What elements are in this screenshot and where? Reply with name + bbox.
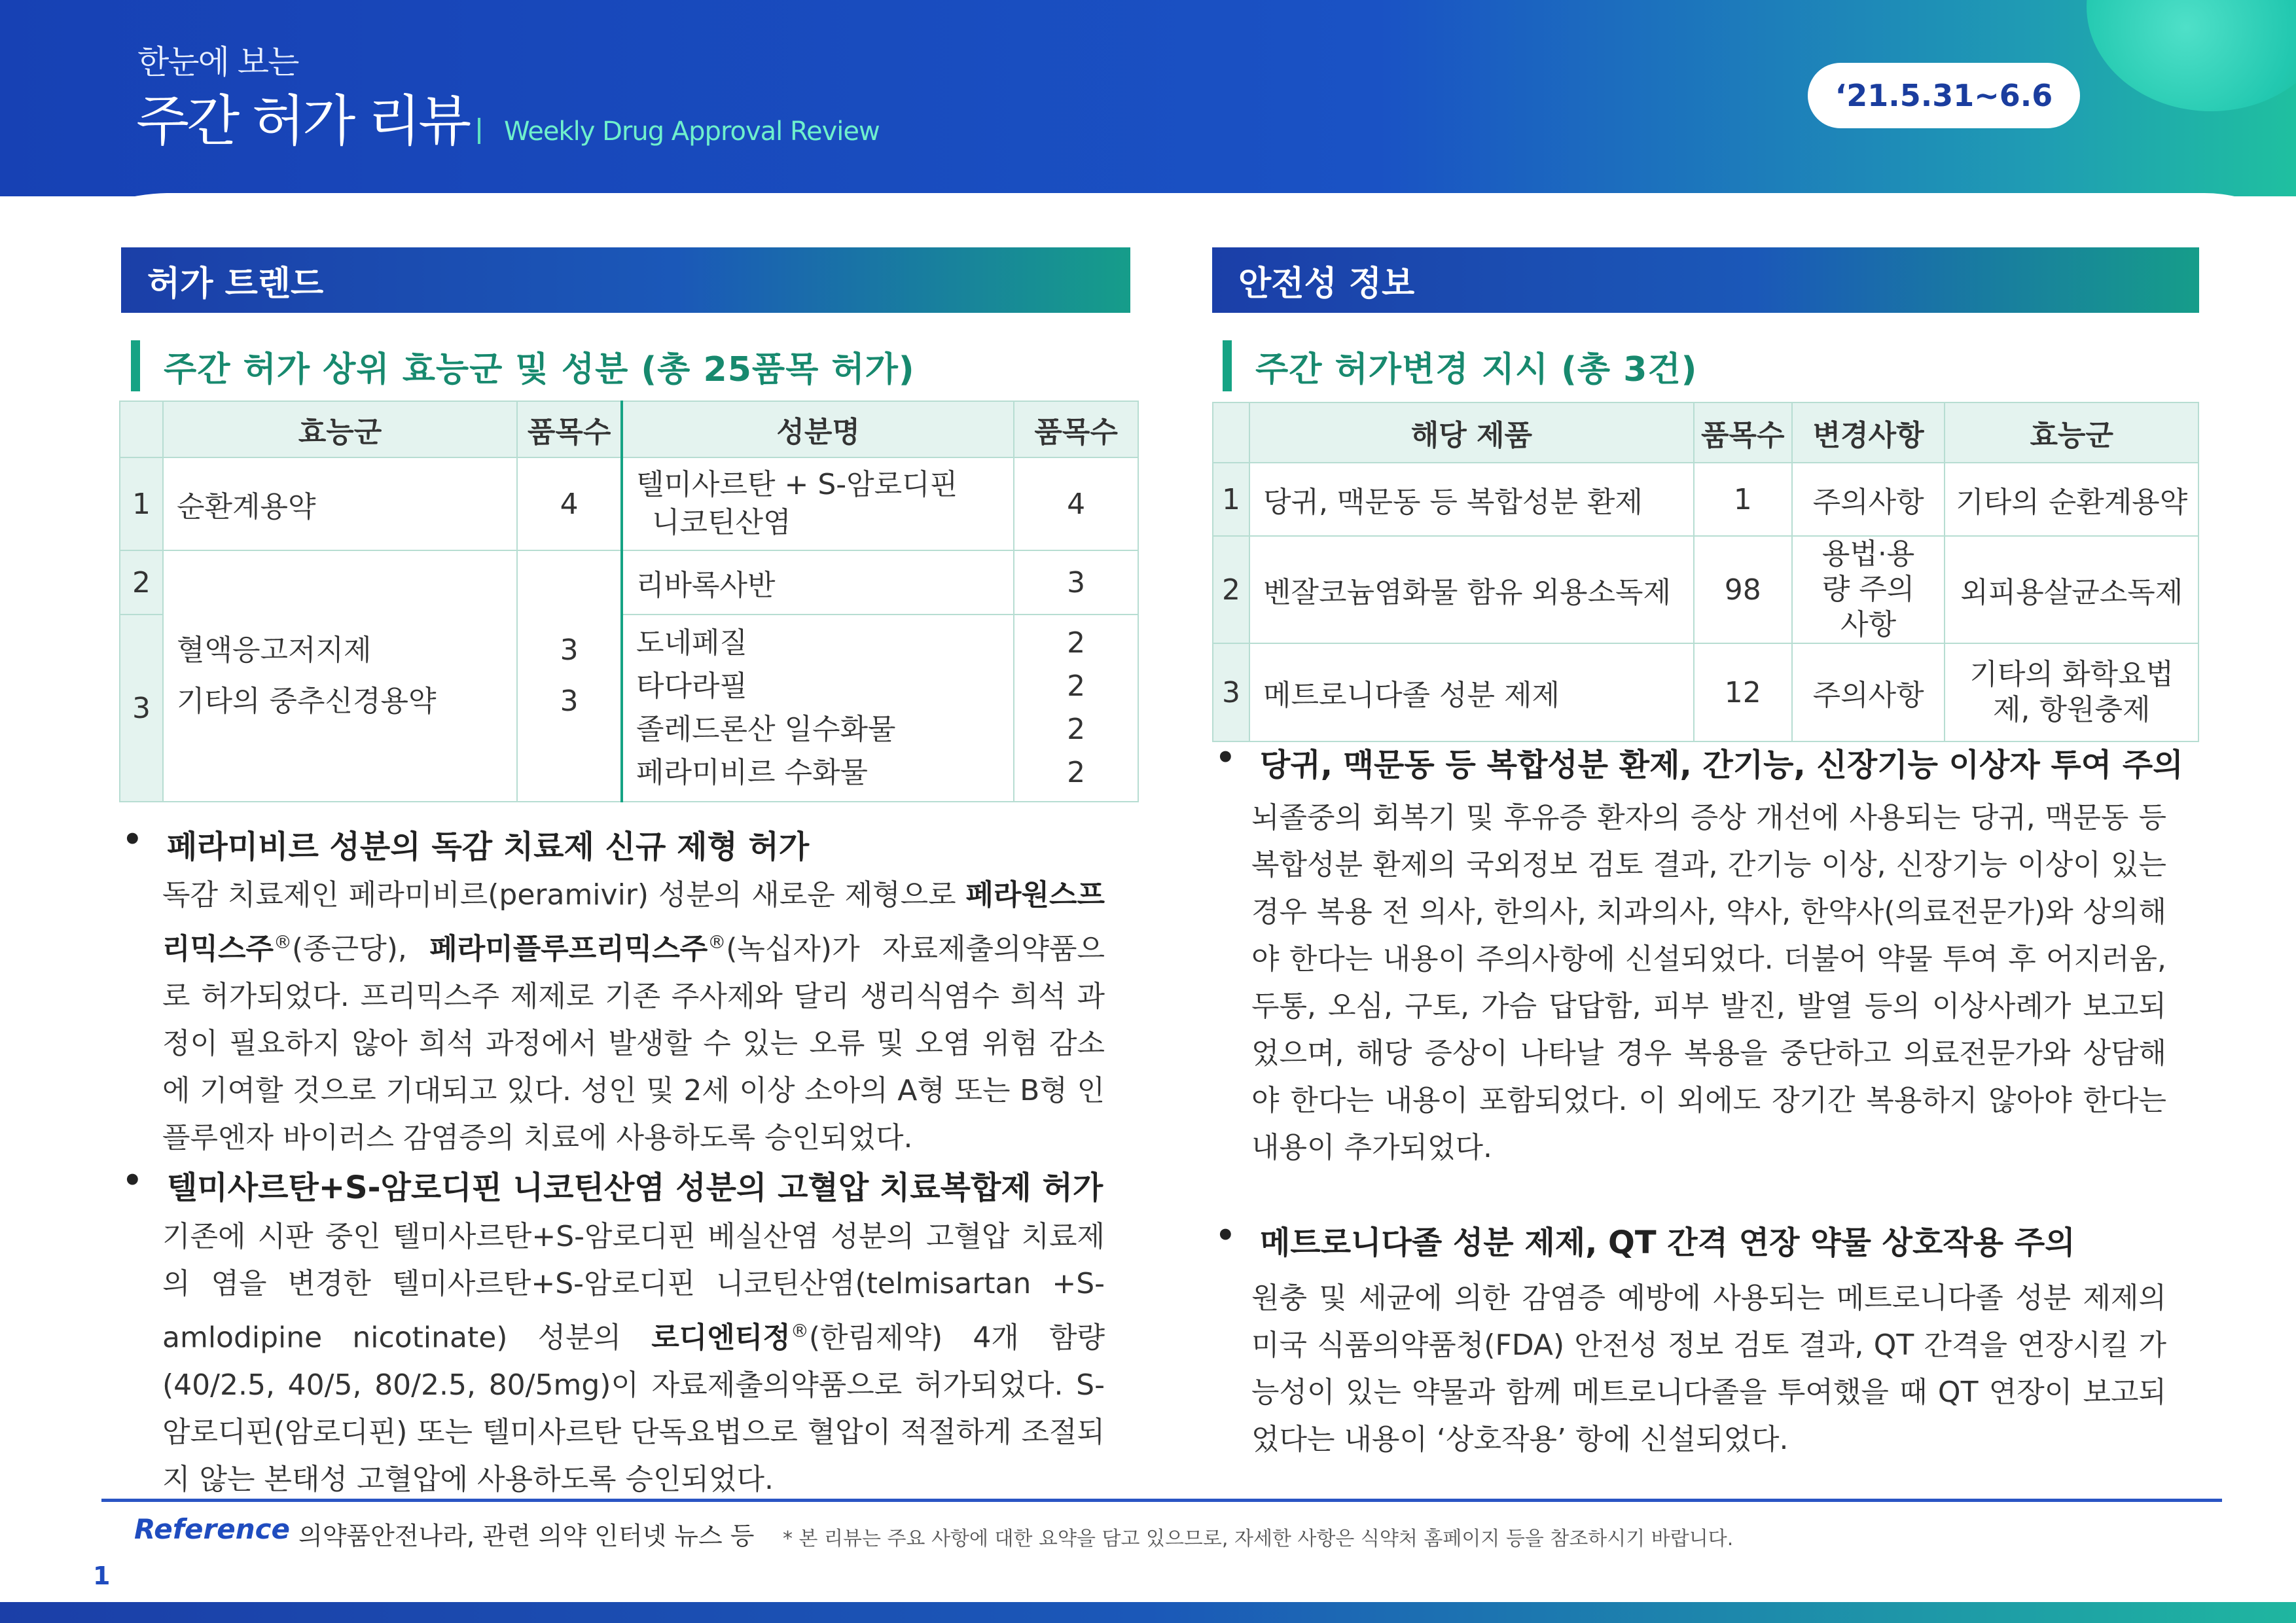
table-row bbox=[1213, 643, 2198, 741]
date-badge: ‘21.5.31~6.6 bbox=[1808, 63, 2080, 128]
count-line: 3 bbox=[560, 685, 579, 718]
group-line: 혈액응고저지제 bbox=[176, 633, 372, 667]
count-cell-merged bbox=[517, 550, 622, 802]
text-run: (한림제약) 4개 함량(40/2.5, 40/5, 80/2.5, 80/5mg)이 자료제출의약품으로 허가되었다. S-암로디핀(암로디핀) 또는 텔미사르탄 단독요법으로 혈압이 적절하게 조절되지 않는 본태성 고혈압에 사용하도록 승인되었다. bbox=[162, 1321, 1105, 1496]
text-run: 독감 치료제인 페라미비르(peramivir) 성분의 새로운 제형으로 bbox=[162, 878, 966, 912]
group-cell: 기타의 순환계용약 bbox=[1945, 463, 2198, 536]
ingredient-cell bbox=[622, 615, 1014, 802]
header-title: 주간 허가 리뷰 bbox=[136, 89, 469, 153]
table-row bbox=[120, 457, 1138, 550]
table-corner bbox=[1213, 402, 1249, 463]
change-cell: 용법·용량 주의사항 bbox=[1792, 536, 1945, 643]
reference-label: Reference bbox=[134, 1513, 290, 1545]
count-cell: 4 bbox=[1014, 457, 1138, 550]
count-line: 2 bbox=[1067, 713, 1086, 746]
count-cell: 12 bbox=[1694, 643, 1792, 741]
text-run: 기존에 시판 중인 텔미사르탄+S-암로디핀 베실산염 성분의 고혈압 치료제의 염을 변경한 텔미사르탄+S-암로디핀 니코틴산염(telmisartan +S-amlodipine nicotinate) 성분의 bbox=[162, 1220, 1105, 1355]
count-line: 2 bbox=[1067, 756, 1086, 789]
registered-mark: ® bbox=[708, 931, 726, 953]
product-cell: 당귀, 맥문동 등 복합성분 환제 bbox=[1249, 463, 1694, 536]
bullet-title: • 페라미비르 성분의 독감 치료제 신규 제형 허가 bbox=[167, 821, 809, 866]
col-header: 효능군 bbox=[163, 401, 517, 457]
row-number: 1 bbox=[120, 457, 163, 550]
product-cell: 메트로니다졸 성분 제제 bbox=[1249, 643, 1694, 741]
ingredient-line: 졸레드론산 일수화물 bbox=[636, 713, 896, 746]
ingredient-cell bbox=[622, 457, 1014, 550]
col-header: 성분명 bbox=[622, 401, 1014, 457]
row-number: 3 bbox=[1213, 643, 1249, 741]
approval-table bbox=[119, 401, 1139, 802]
reference-text: 의약품안전나라, 관련 의약 인터넷 뉴스 등 bbox=[298, 1522, 755, 1550]
count-cell: 4 bbox=[517, 457, 622, 550]
ingredient-line: 도네페질 bbox=[636, 626, 748, 660]
bullet-title: • 텔미사르탄+S-암로디핀 니코틴산염 성분의 고혈압 치료복합제 허가 bbox=[167, 1162, 1103, 1207]
row-number: 2 bbox=[1213, 536, 1249, 643]
col-header: 품목수 bbox=[1014, 401, 1138, 457]
header-separator bbox=[478, 118, 480, 144]
count-line: 2 bbox=[1067, 626, 1086, 660]
page-number: 1 bbox=[93, 1561, 111, 1590]
header-subtitle: 한눈에 보는 bbox=[137, 43, 298, 81]
group-cell: 순환계용약 bbox=[163, 457, 517, 550]
count-line: 2 bbox=[1067, 669, 1086, 703]
table-row bbox=[1213, 536, 2198, 643]
ingredient-line: 텔미사르탄 + S-암로디핀 bbox=[636, 468, 958, 501]
bottom-bar bbox=[0, 1602, 2296, 1623]
product-name: 페라미플루프리믹스주 bbox=[429, 932, 708, 966]
count-cell: 1 bbox=[1694, 463, 1792, 536]
ingredient-line: 타다라필 bbox=[636, 669, 748, 703]
ingredient-line: 니코틴산염 bbox=[652, 506, 791, 539]
change-cell: 주의사항 bbox=[1792, 463, 1945, 536]
product-name: 로디엔티정 bbox=[651, 1321, 791, 1355]
bullet-title: • 당귀, 맥문동 등 복합성분 환제, 간기능, 신장기능 이상자 투여 주의 bbox=[1260, 740, 2183, 785]
header-english-title: Weekly Drug Approval Review bbox=[504, 116, 880, 147]
registered-mark: ® bbox=[790, 1320, 809, 1342]
change-cell: 주의사항 bbox=[1792, 643, 1945, 741]
col-header: 변경사항 bbox=[1792, 402, 1945, 463]
bullet-body bbox=[162, 1213, 1105, 1503]
col-header: 품목수 bbox=[1694, 402, 1792, 463]
decorative-blob bbox=[2087, 0, 2296, 111]
table-row bbox=[1213, 463, 2198, 536]
count-cell: 98 bbox=[1694, 536, 1792, 643]
col-header: 해당 제품 bbox=[1249, 402, 1694, 463]
text-run: (종근당), bbox=[292, 932, 430, 966]
bullet-body: 원충 및 세균에 의한 감염증 예방에 사용되는 메트로니다졸 성분 제제의 미국 식품의약품청(FDA) 안전성 정보 검토 결과, QT 간격을 연장시킬 가능성이 있는 약물과 함께 메트로니다졸을 투여했을 때 QT 연장이 보고되었다는 내용이 ‘상호작용’ 항에 신설되었다. bbox=[1251, 1281, 2166, 1456]
section-bar-safety-info: 안전성 정보 bbox=[1212, 247, 2199, 313]
product-cell: 벤잘코늄염화물 함유 외용소독제 bbox=[1249, 536, 1694, 643]
text-run: (녹십자)가 자료제출의약품으로 허가되었다. 프리믹스주 제제로 기존 주사제와 달리 생리식염수 희석 과정이 필요하지 않아 희석 과정에서 발생할 수 있는 오류 및 오염 위험 감소에 기여할 것으로 기대되고 있다. 성인 및 2세 이상 소아의 A형 또는 B형 인플루엔자 바이러스 감염증의 치료에 사용하도록 승인되었다. bbox=[162, 932, 1105, 1154]
col-header: 효능군 bbox=[1945, 402, 2198, 463]
ingredient-cell: 리바록사반 bbox=[622, 550, 1014, 615]
bullet-body: 뇌졸중의 회복기 및 후유증 환자의 증상 개선에 사용되는 당귀, 맥문동 등 복합성분 환제의 국외정보 검토 결과, 간기능 이상, 신장기능 이상이 있는 경우 복용 전 의사, 한의사, 치과의사, 약사, 한약사(의료전문가)와 상의해야 한다는 내용이 주의사항에 신설되었다. 더불어 약물 투여 후 어지러움, 두통, 오심, 구토, 가슴 답답함, 피부 발진, 발열 등의 이상사례가 보고되었으며, 해당 증상이 나타날 경우 복용을 중단하고 의료전문가와 상담해야 한다는 내용이 포함되었다. 이 외에도 장기간 복용하지 않아야 한다는 내용이 추가되었다. bbox=[1251, 801, 2166, 1164]
count-line: 3 bbox=[560, 633, 579, 667]
safety-table bbox=[1212, 402, 2199, 742]
table-corner bbox=[120, 401, 163, 457]
header-banner bbox=[0, 0, 2296, 196]
row-number: 2 bbox=[120, 550, 163, 615]
col-header: 품목수 bbox=[517, 401, 622, 457]
group-cell: 외피용살균소독제 bbox=[1945, 536, 2198, 643]
row-number: 1 bbox=[1213, 463, 1249, 536]
footer-divider bbox=[101, 1499, 2222, 1502]
group-line: 기타의 중추신경용약 bbox=[176, 685, 437, 718]
count-cell bbox=[1014, 615, 1138, 802]
section-bar-approval-trend: 허가 트렌드 bbox=[121, 247, 1130, 313]
bullet-body bbox=[162, 872, 1105, 1162]
table-row bbox=[120, 550, 1138, 615]
registered-mark: ® bbox=[274, 931, 293, 953]
reference-note: * 본 리뷰는 주요 사항에 대한 요약을 담고 있으므로, 자세한 사항은 식약처 홈페이지 등을 참조하시기 바랍니다. bbox=[783, 1527, 1734, 1550]
ingredient-line: 페라미비르 수화물 bbox=[636, 756, 869, 789]
row-number: 3 bbox=[120, 615, 163, 802]
group-cell: 기타의 화학요법제, 항원충제 bbox=[1945, 643, 2198, 741]
group-cell-merged bbox=[163, 550, 517, 802]
count-cell: 3 bbox=[1014, 550, 1138, 615]
bullet-title: • 메트로니다졸 성분 제제, QT 간격 연장 약물 상호작용 주의 bbox=[1260, 1217, 2075, 1262]
subhead-change-orders: 주간 허가변경 지시 (총 3건) bbox=[1255, 342, 1697, 391]
product-name: 페라원스프리믹스주 bbox=[162, 878, 1105, 966]
subhead-top-groups: 주간 허가 상위 효능군 및 성분 (총 25품목 허가) bbox=[164, 342, 915, 391]
